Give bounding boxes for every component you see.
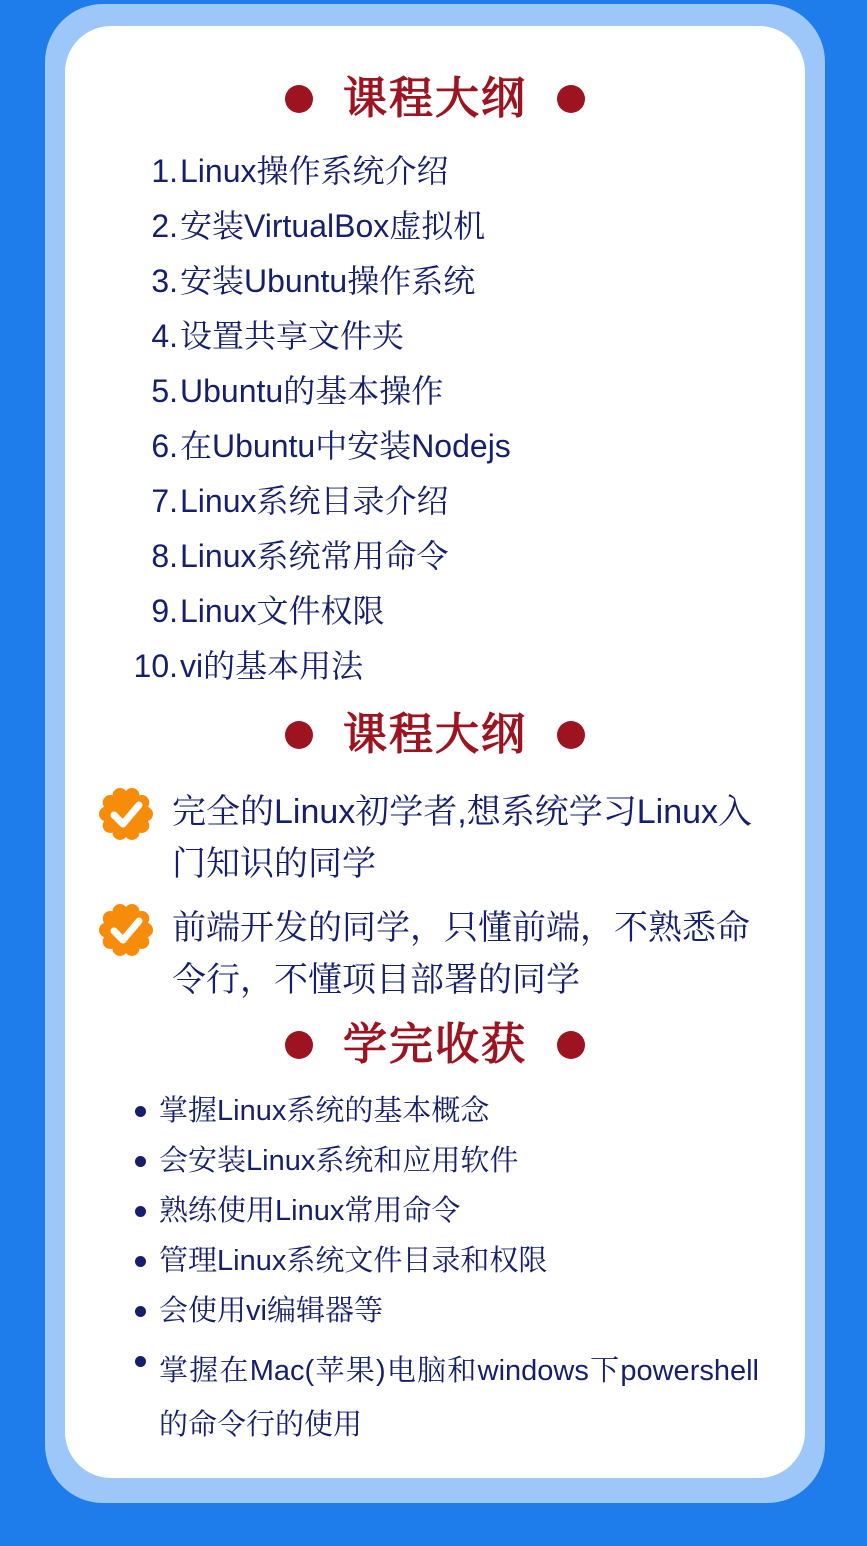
section-heading-course-outline — [65, 72, 805, 126]
item-text: 在Ubuntu中安装Nodejs — [180, 428, 511, 464]
item-text: 会使用vi编辑器等 — [159, 1295, 383, 1327]
list-item — [122, 639, 805, 694]
item-number: 9. — [151, 593, 178, 629]
list-item — [122, 254, 805, 309]
item-text: Linux文件权限 — [180, 593, 385, 629]
item-number: 6. — [151, 428, 178, 464]
list-item — [122, 584, 805, 639]
list-item — [135, 1144, 805, 1178]
list-item — [98, 902, 805, 1006]
item-text: 安装Ubuntu操作系统 — [180, 263, 476, 299]
list-item — [135, 1294, 805, 1328]
poster-frame — [45, 4, 825, 1503]
item-number: 1. — [151, 153, 178, 189]
item-number: 10. — [133, 648, 178, 684]
course-outline-list — [122, 144, 805, 694]
item-text: 管理Linux系统文件目录和权限 — [159, 1245, 548, 1277]
content-card — [65, 26, 805, 1478]
item-text: 安装VirtualBox虚拟机 — [180, 208, 486, 244]
section-title: 课程大纲 — [343, 74, 527, 123]
item-text: Linux系统常用命令 — [180, 538, 449, 574]
check-badge-icon — [98, 902, 154, 958]
bullet-icon — [135, 1156, 146, 1167]
item-text: 完全的Linux初学者,想系统学习Linux入门知识的同学 — [172, 793, 753, 883]
bullet-icon — [135, 1206, 146, 1217]
item-number: 5. — [151, 373, 178, 409]
item-text: Ubuntu的基本操作 — [180, 373, 444, 409]
item-text: 熟练使用Linux常用命令 — [159, 1195, 461, 1227]
learning-outcomes-list — [135, 1094, 805, 1452]
item-text: Linux操作系统介绍 — [180, 153, 449, 189]
bullet-icon — [135, 1256, 146, 1267]
list-item — [122, 309, 805, 364]
section-title: 课程大纲 — [343, 710, 527, 759]
list-item — [98, 786, 805, 890]
list-item — [122, 144, 805, 199]
item-text: 前端开发的同学，只懂前端，不熟悉命令行，不懂项目部署的同学 — [172, 909, 750, 999]
heading-dot-icon — [557, 1031, 585, 1059]
item-text: 掌握在Mac(苹果)电脑和windows下powershell的命令行的使用 — [159, 1355, 759, 1441]
item-number: 8. — [151, 538, 178, 574]
heading-dot-icon — [285, 1031, 313, 1059]
heading-dot-icon — [285, 721, 313, 749]
list-item — [135, 1194, 805, 1228]
item-number: 7. — [151, 483, 178, 519]
section-heading-target-audience — [65, 708, 805, 762]
list-item — [122, 529, 805, 584]
heading-dot-icon — [557, 85, 585, 113]
section-title: 学完收获 — [343, 1020, 527, 1069]
item-number: 3. — [151, 263, 178, 299]
list-item — [122, 419, 805, 474]
section-heading-learning-outcomes — [65, 1018, 805, 1072]
item-number: 2. — [151, 208, 178, 244]
item-text: 掌握Linux系统的基本概念 — [159, 1095, 490, 1127]
list-item — [122, 474, 805, 529]
item-text: vi的基本用法 — [180, 648, 364, 684]
item-text: Linux系统目录介绍 — [180, 483, 449, 519]
item-text: 设置共享文件夹 — [180, 318, 405, 354]
list-item — [135, 1094, 805, 1128]
list-item — [135, 1344, 805, 1452]
bullet-icon — [135, 1106, 146, 1117]
item-number: 4. — [151, 318, 178, 354]
list-item — [122, 199, 805, 254]
bullet-icon — [135, 1356, 146, 1367]
check-badge-icon — [98, 786, 154, 842]
target-audience-list — [98, 786, 805, 1006]
list-item — [122, 364, 805, 419]
bullet-icon — [135, 1306, 146, 1317]
item-text: 会安装Linux系统和应用软件 — [159, 1145, 519, 1177]
list-item — [135, 1244, 805, 1278]
heading-dot-icon — [557, 721, 585, 749]
heading-dot-icon — [285, 85, 313, 113]
